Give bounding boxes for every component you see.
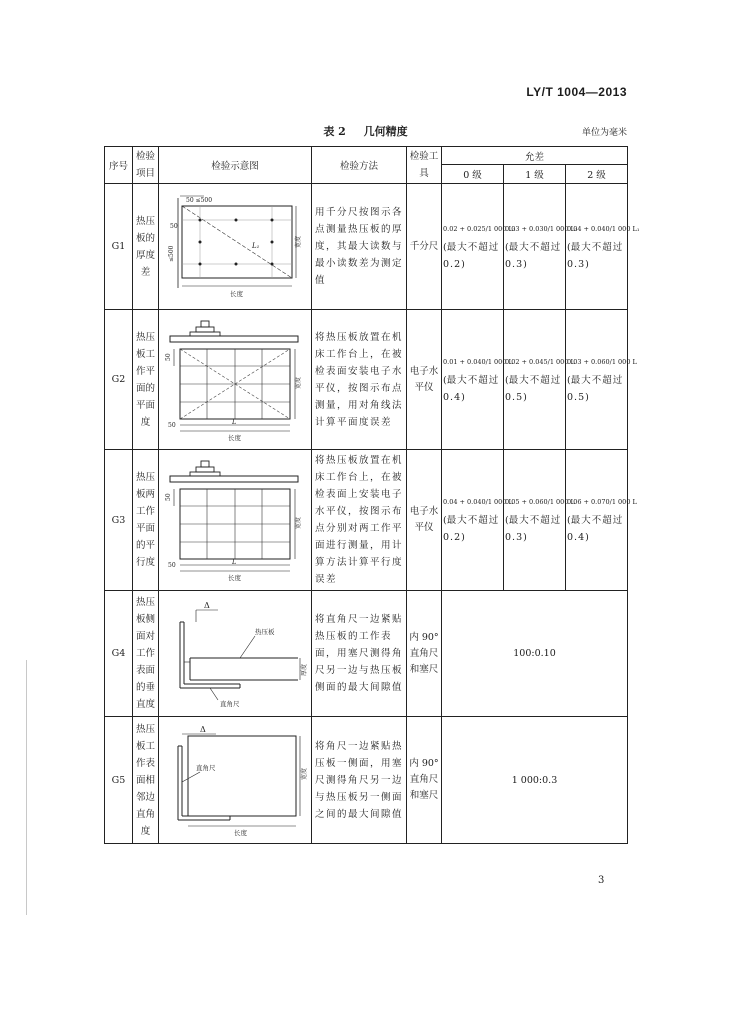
page-number: 3 <box>598 875 605 886</box>
table-number: 表 2 <box>323 125 346 138</box>
header-item: 检验项目 <box>133 147 159 184</box>
g2-width-label: 宽度 <box>295 376 302 389</box>
row-seq: G5 <box>105 717 133 844</box>
tol-note: 最大不超过 0.2 <box>443 241 500 270</box>
tol-note: 最大不超过 0.4 <box>443 374 500 403</box>
tol-formula: 0.02 + 0.045/1 000 L <box>505 357 575 366</box>
g4-square-label: 直角尺 <box>220 699 240 708</box>
row-tolerance: 1 000:0.3 <box>442 717 628 844</box>
row-item: 热压板工作平面的平面度 <box>133 310 159 450</box>
row-tol-grade1: 0.05 + 0.060/1 000 L (最大不超过 0.3) <box>504 450 566 591</box>
row-tol-grade2: 0.06 + 0.070/1 000 L (最大不超过 0.4) <box>566 450 628 591</box>
table-row-g4 <box>105 591 628 717</box>
perpendicularity-diagram <box>160 596 310 712</box>
table-title: 几何精度 <box>363 125 408 138</box>
tol-note: 最大不超过 0.3 <box>505 515 562 543</box>
g1-diag-label: L₁ <box>252 241 260 250</box>
tol-note: 最大不超过 0.4 <box>567 515 624 543</box>
tol-note: 最大不超过 0.3 <box>567 241 624 270</box>
table-row-g1 <box>105 184 628 310</box>
g2-side-label: 50 <box>165 352 172 361</box>
unit-note: 单位为毫米 <box>581 128 627 138</box>
row-method: 将角尺一边紧贴热压板一侧面，用塞尺测得角尺另一边与热压板另一侧面之间的最大间隙值 <box>312 717 407 844</box>
g3-length-label: 长度 <box>228 574 241 582</box>
g3-L-label: L <box>232 558 237 566</box>
g3-side-label: 50 <box>165 493 172 501</box>
row-tol-grade0: 0.01 + 0.040/1 000 L (最大不超过 0.4) <box>442 310 504 450</box>
row-tol-grade2: 0.03 + 0.060/1 000 L (最大不超过 0.5) <box>566 310 628 450</box>
g3-width-label: 宽度 <box>295 516 302 529</box>
header-grade-0: 0 级 <box>442 165 504 184</box>
tol-formula: 0.03 + 0.060/1 000 L <box>567 357 637 366</box>
g5-width-label: 宽度 <box>301 767 308 780</box>
table-row-g2 <box>105 310 628 450</box>
row-diagram <box>159 717 312 844</box>
g3-bottom-label: 50 <box>168 562 176 569</box>
row-method: 将热压板放置在机床工作台上，在被检表面上安装电子水平仪，按图示布点分别对两工作平面进行测量，用计算方法计算平行度误差 <box>312 450 407 591</box>
row-item: 热压板工作表面相邻边直角度 <box>133 717 159 844</box>
header-tolerance: 允差 <box>442 147 628 165</box>
row-tool: 电子水平仪 <box>407 310 442 450</box>
row-tool: 千分尺 <box>407 184 442 310</box>
g4-plate-label: 热压板 <box>255 627 275 636</box>
row-tol-grade2: 0.04 + 0.040/1 000 L₁ (最大不超过 0.3) <box>566 184 628 310</box>
g5-square-label: 直角尺 <box>196 764 216 772</box>
thickness-diagram <box>160 192 310 302</box>
flatness-diagram <box>160 317 310 443</box>
table-row-g3 <box>105 450 628 591</box>
g1-width-label: 宽度 <box>295 235 302 248</box>
header-diagram: 检验示意图 <box>159 147 312 184</box>
row-item: 热压板侧面对工作表面的垂直度 <box>133 591 159 717</box>
row-tol-grade1: 0.03 + 0.030/1 000 L₁ (最大不超过 0.3) <box>504 184 566 310</box>
row-method: 将直角尺一边紧贴热压板的工作表面，用塞尺测得角尺另一边与热压板侧面的最大间隙值 <box>312 591 407 717</box>
row-tolerance: 100:0.10 <box>442 591 628 717</box>
parallelism-diagram <box>160 457 310 583</box>
row-tol-grade1: 0.02 + 0.045/1 000 L (最大不超过 0.5) <box>504 310 566 450</box>
row-diagram <box>159 310 312 450</box>
row-tool: 电子水平仪 <box>407 450 442 591</box>
right-angle-diagram <box>160 722 310 838</box>
row-diagram <box>159 184 312 310</box>
g4-thickness-label: 厚度 <box>301 663 308 676</box>
g5-delta-label: Δ <box>200 725 206 734</box>
row-seq: G3 <box>105 450 133 591</box>
geometric-accuracy-table <box>104 146 640 844</box>
header-grade-1: 1 级 <box>504 165 566 184</box>
row-seq: G1 <box>105 184 133 310</box>
tol-formula: 0.05 + 0.060/1 000 L <box>505 498 575 506</box>
row-diagram <box>159 591 312 717</box>
g2-length-label: 长度 <box>228 433 241 442</box>
g4-delta-label: Δ <box>204 600 210 610</box>
header-grade-2: 2 级 <box>566 165 628 184</box>
row-method: 将热压板放置在机床工作台上，在被检表面安装电子水平仪，按图示布点测量，用对角线法计算平面度误差 <box>312 310 407 450</box>
row-tol-grade0: 0.04 + 0.040/1 000 L (最大不超过 0.2) <box>442 450 504 591</box>
row-seq: G2 <box>105 310 133 450</box>
row-item: 热压板两工作平面的平行度 <box>133 450 159 591</box>
header-seq: 序号 <box>105 147 133 184</box>
tol-formula: 0.06 + 0.070/1 000 L <box>567 498 637 506</box>
row-diagram <box>159 450 312 591</box>
tol-note: 最大不超过 0.5 <box>505 374 562 403</box>
g1-top-dim: 50 ≤500 <box>186 196 213 204</box>
scan-edge-shadow <box>26 660 27 915</box>
g2-bottom-label: 50 <box>168 421 176 429</box>
tol-note: 最大不超过 0.3 <box>505 241 562 270</box>
tol-note: 最大不超过 0.2 <box>443 515 500 543</box>
row-seq: G4 <box>105 591 133 717</box>
tol-formula: 0.03 + 0.030/1 000 L₁ <box>505 224 578 233</box>
row-method: 用千分尺按图示各点测量热压板的厚度，其最大读数与最小读数差为测定值 <box>312 184 407 310</box>
g1-length-label: 长度 <box>230 289 243 298</box>
row-tool: 内 90° 直角尺和塞尺 <box>407 591 442 717</box>
tol-note: 最大不超过 0.5 <box>567 374 624 403</box>
row-tol-grade0: 0.02 + 0.025/1 000 L₁ (最大不超过 0.2) <box>442 184 504 310</box>
g1-corner-label: 50 <box>170 222 178 230</box>
table-row-g5 <box>105 717 628 844</box>
g2-L-label: L <box>232 417 237 426</box>
header-method: 检验方法 <box>312 147 407 184</box>
tol-formula: 0.01 + 0.040/1 000 L <box>443 357 513 366</box>
g1-side-dim: ≤500 <box>168 245 175 262</box>
tol-formula: 0.02 + 0.025/1 000 L₁ <box>443 224 516 233</box>
tol-formula: 0.04 + 0.040/1 000 L <box>443 498 513 506</box>
row-tool: 内 90° 直角尺和塞尺 <box>407 717 442 844</box>
standard-code: LY/T 1004—2013 <box>526 85 627 99</box>
header-tool: 检验工具 <box>407 147 442 184</box>
tol-formula: 0.04 + 0.040/1 000 L₁ <box>567 224 640 233</box>
g5-length-label: 长度 <box>234 829 247 837</box>
row-item: 热压板的厚度差 <box>133 184 159 310</box>
